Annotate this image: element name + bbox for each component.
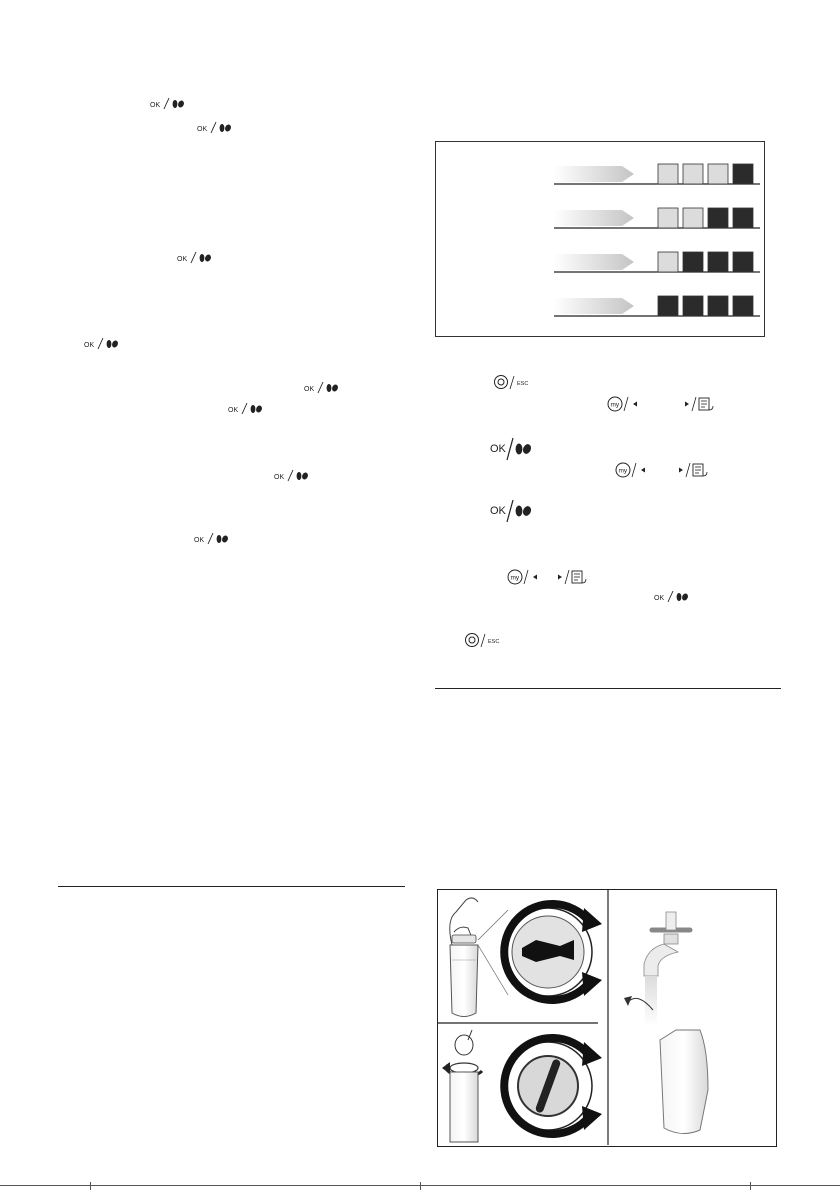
hardness-square-dark (733, 252, 753, 272)
my-left-icon (507, 568, 541, 591)
filter-bottom-panel (442, 1030, 602, 1142)
filter-top-panel (450, 898, 602, 1017)
hardness-square-light (658, 252, 678, 272)
page-tick (90, 1182, 91, 1190)
hardness-square-dark (683, 296, 703, 316)
esc-label: ESC (517, 381, 529, 387)
hardness-square-dark (708, 252, 728, 272)
svg-text:OK: OK (490, 505, 506, 517)
page-tick (750, 1182, 751, 1190)
ok-bean-icon (304, 381, 356, 395)
settings-esc-icon (493, 374, 533, 397)
section-divider (58, 886, 405, 887)
ok-bean-icon (197, 121, 249, 135)
page-tick (420, 1182, 421, 1190)
hardness-row-3 (554, 252, 760, 272)
hardness-arrow (554, 298, 634, 314)
svg-text:ESC: ESC (488, 639, 500, 645)
hardness-row-2 (554, 208, 760, 228)
ok-bean-icon (84, 337, 136, 351)
ok-bean-icon (150, 97, 202, 111)
hardness-square-dark (708, 296, 728, 316)
hardness-square-dark (683, 252, 703, 272)
filter-tap-panel (624, 912, 708, 1134)
hardness-square-light (683, 164, 703, 184)
svg-text:my: my (510, 574, 520, 582)
svg-text:OK: OK (84, 342, 95, 349)
ok-label: OK (150, 102, 161, 109)
right-menu-icon (680, 395, 720, 418)
section-divider (435, 688, 781, 689)
hardness-row-1 (554, 164, 760, 184)
ok-bean-icon (274, 469, 326, 483)
right-menu-icon (674, 461, 714, 484)
hardness-square-dark (733, 164, 753, 184)
hardness-square-light (708, 164, 728, 184)
hardness-arrow (554, 210, 634, 226)
ok-bean-icon-large (490, 436, 540, 467)
ok-bean-icon (654, 590, 706, 604)
my-left-icon (607, 395, 641, 418)
hardness-chart-svg (436, 142, 764, 336)
hardness-arrow (554, 254, 634, 270)
ok-bean-icon (228, 402, 280, 416)
hardness-row-4 (554, 296, 760, 316)
hardness-square-light (658, 208, 678, 228)
my-label: my (610, 401, 620, 409)
right-menu-icon (553, 568, 593, 591)
svg-text:OK: OK (274, 474, 285, 481)
svg-text:OK: OK (654, 595, 665, 602)
hardness-square-light (658, 164, 678, 184)
hardness-square-dark (733, 296, 753, 316)
ok-bean-icon (194, 532, 246, 546)
hardness-arrow (554, 166, 634, 182)
water-hardness-chart (435, 141, 765, 337)
svg-text:OK: OK (304, 386, 315, 393)
hardness-square-dark (658, 296, 678, 316)
svg-text:OK: OK (228, 407, 239, 414)
hardness-square-dark (733, 208, 753, 228)
svg-text:OK: OK (194, 537, 205, 544)
hardness-square-light (683, 208, 703, 228)
water-filter-illustration (437, 889, 777, 1147)
svg-text:OK: OK (177, 256, 188, 263)
settings-esc-icon (464, 632, 504, 655)
ok-bean-icon (177, 251, 229, 265)
filter-illustration-svg (438, 890, 775, 1145)
ok-bean-icon-large (490, 498, 540, 529)
hardness-square-dark (708, 208, 728, 228)
my-left-icon (615, 461, 649, 484)
svg-text:OK: OK (197, 126, 208, 133)
svg-text:my: my (618, 467, 628, 475)
svg-text:OK: OK (490, 443, 506, 455)
